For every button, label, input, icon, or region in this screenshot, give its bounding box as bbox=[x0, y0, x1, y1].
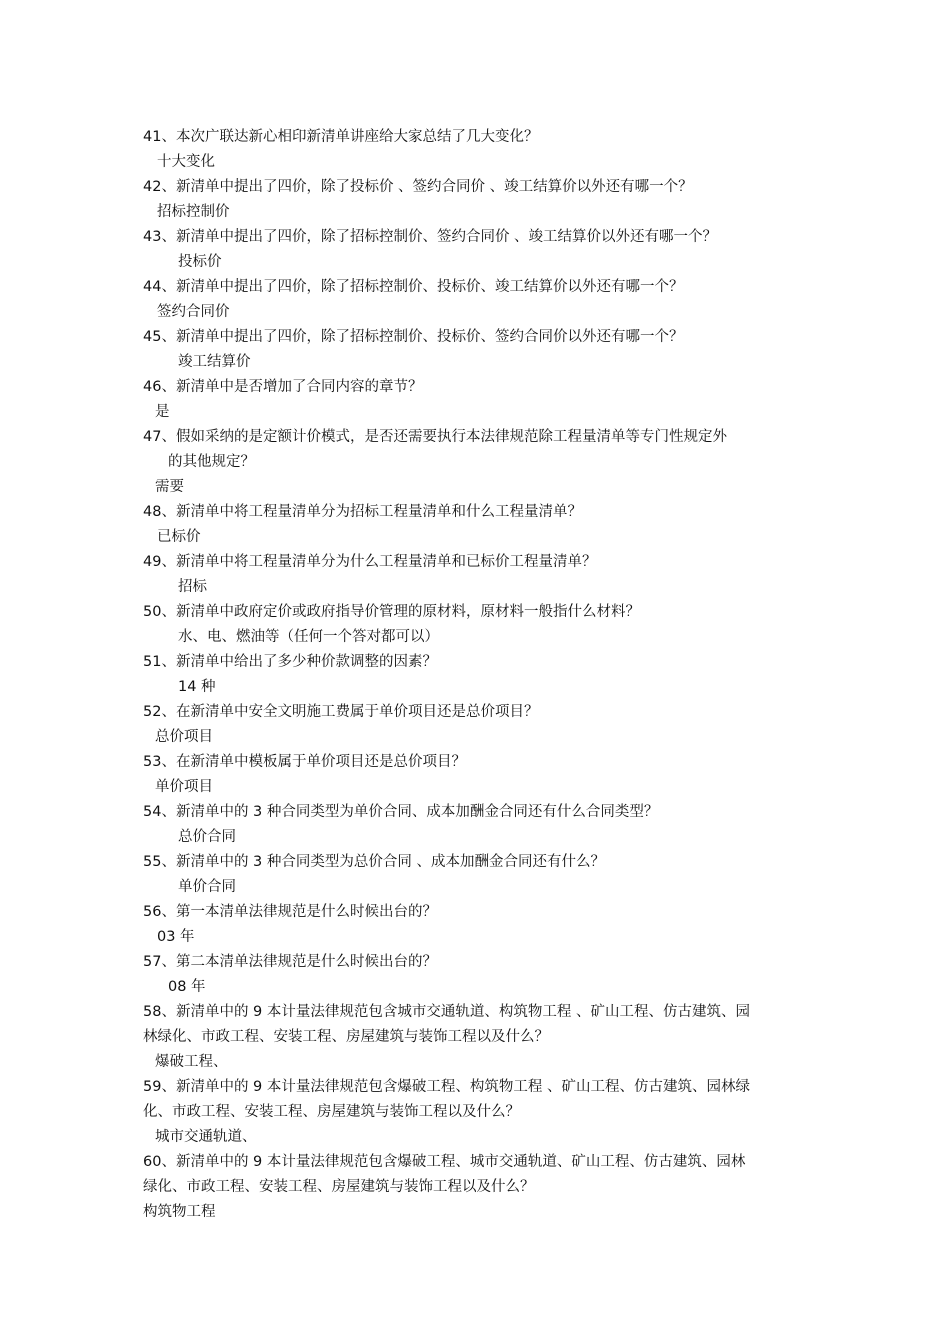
question-55: 55、新清单中的 3 种合同类型为总价合同 、成本加酬金合同还有什么？ bbox=[143, 854, 606, 870]
question-59 bbox=[143, 1075, 813, 1125]
question-58-line1: 58、新清单中的 9 本计量法律规范包含城市交通轨道、构筑物工程 、矿山工程、仿古建筑、园 bbox=[143, 1004, 750, 1020]
answer-42: 招标控制价 bbox=[157, 204, 230, 220]
question-59-line1: 59、新清单中的 9 本计量法律规范包含爆破工程、构筑物工程 、矿山工程、仿古建筑、园林绿 bbox=[143, 1079, 750, 1095]
answer-60: 构筑物工程 bbox=[143, 1204, 216, 1220]
question-47-line2: 的其他规定？ bbox=[168, 454, 255, 470]
question-45: 45、新清单中提出了四价，除了招标控制价、投标价、签约合同价以外还有哪一个？ bbox=[143, 329, 684, 345]
question-47 bbox=[143, 425, 813, 475]
answer-57: 08 年 bbox=[168, 979, 206, 995]
answer-55: 单价合同 bbox=[178, 879, 236, 895]
question-60 bbox=[143, 1150, 813, 1200]
answer-45: 竣工结算价 bbox=[178, 354, 251, 370]
answer-53: 单价项目 bbox=[155, 779, 213, 795]
answer-52: 总价项目 bbox=[155, 729, 213, 745]
question-47-line1: 47、假如采纳的是定额计价模式，是否还需要执行本法律规范除工程量清单等专门性规定外 bbox=[143, 429, 727, 445]
question-44: 44、新清单中提出了四价，除了招标控制价、投标价、竣工结算价以外还有哪一个？ bbox=[143, 279, 684, 295]
question-51: 51、新清单中给出了多少种价款调整的因素？ bbox=[143, 654, 437, 670]
question-52: 52、在新清单中安全文明施工费属于单价项目还是总价项目？ bbox=[143, 704, 539, 720]
answer-56: 03 年 bbox=[157, 929, 195, 945]
answer-47: 需要 bbox=[155, 479, 184, 495]
question-50: 50、新清单中政府定价或政府指导价管理的原材料，原材料一般指什么材料？ bbox=[143, 604, 640, 620]
question-43: 43、新清单中提出了四价，除了招标控制价、签约合同价 、竣工结算价以外还有哪一个？ bbox=[143, 229, 718, 245]
answer-44: 签约合同价 bbox=[157, 304, 230, 320]
answer-59: 城市交通轨道、 bbox=[155, 1129, 257, 1145]
question-58-line2: 林绿化、市政工程、安装工程、房屋建筑与装饰工程以及什么？ bbox=[143, 1029, 549, 1045]
answer-58: 爆破工程、 bbox=[155, 1054, 228, 1070]
answer-50: 水、电、燃油等（任何一个答对都可以） bbox=[178, 629, 439, 645]
question-41: 41、本次广联达新心相印新清单讲座给大家总结了几大变化？ bbox=[143, 129, 539, 145]
question-49: 49、新清单中将工程量清单分为什么工程量清单和已标价工程量清单？ bbox=[143, 554, 597, 570]
answer-46: 是 bbox=[155, 404, 170, 420]
answer-51: 14 种 bbox=[178, 679, 216, 695]
answer-54: 总价合同 bbox=[178, 829, 236, 845]
question-59-line2: 化、市政工程、安装工程、房屋建筑与装饰工程以及什么？ bbox=[143, 1104, 520, 1120]
answer-49: 招标 bbox=[178, 579, 207, 595]
question-54: 54、新清单中的 3 种合同类型为单价合同、成本加酬金合同还有什么合同类型？ bbox=[143, 804, 659, 820]
answer-48: 已标价 bbox=[157, 529, 201, 545]
question-57: 57、第二本清单法律规范是什么时候出台的？ bbox=[143, 954, 437, 970]
question-60-line2: 绿化、市政工程、安装工程、房屋建筑与装饰工程以及什么？ bbox=[143, 1179, 535, 1195]
question-53: 53、在新清单中模板属于单价项目还是总价项目？ bbox=[143, 754, 466, 770]
answer-41: 十大变化 bbox=[157, 154, 215, 170]
question-60-line1: 60、新清单中的 9 本计量法律规范包含爆破工程、城市交通轨道、矿山工程、仿古建筑、园林 bbox=[143, 1154, 746, 1170]
answer-43: 投标价 bbox=[178, 254, 222, 270]
question-48: 48、新清单中将工程量清单分为招标工程量清单和什么工程量清单？ bbox=[143, 504, 582, 520]
question-58 bbox=[143, 1000, 813, 1050]
question-46: 46、新清单中是否增加了合同内容的章节？ bbox=[143, 379, 423, 395]
question-42: 42、新清单中提出了四价，除了投标价 、签约合同价 、竣工结算价以外还有哪一个？ bbox=[143, 179, 693, 195]
qa-list bbox=[143, 125, 813, 1225]
question-56: 56、第一本清单法律规范是什么时候出台的？ bbox=[143, 904, 437, 920]
